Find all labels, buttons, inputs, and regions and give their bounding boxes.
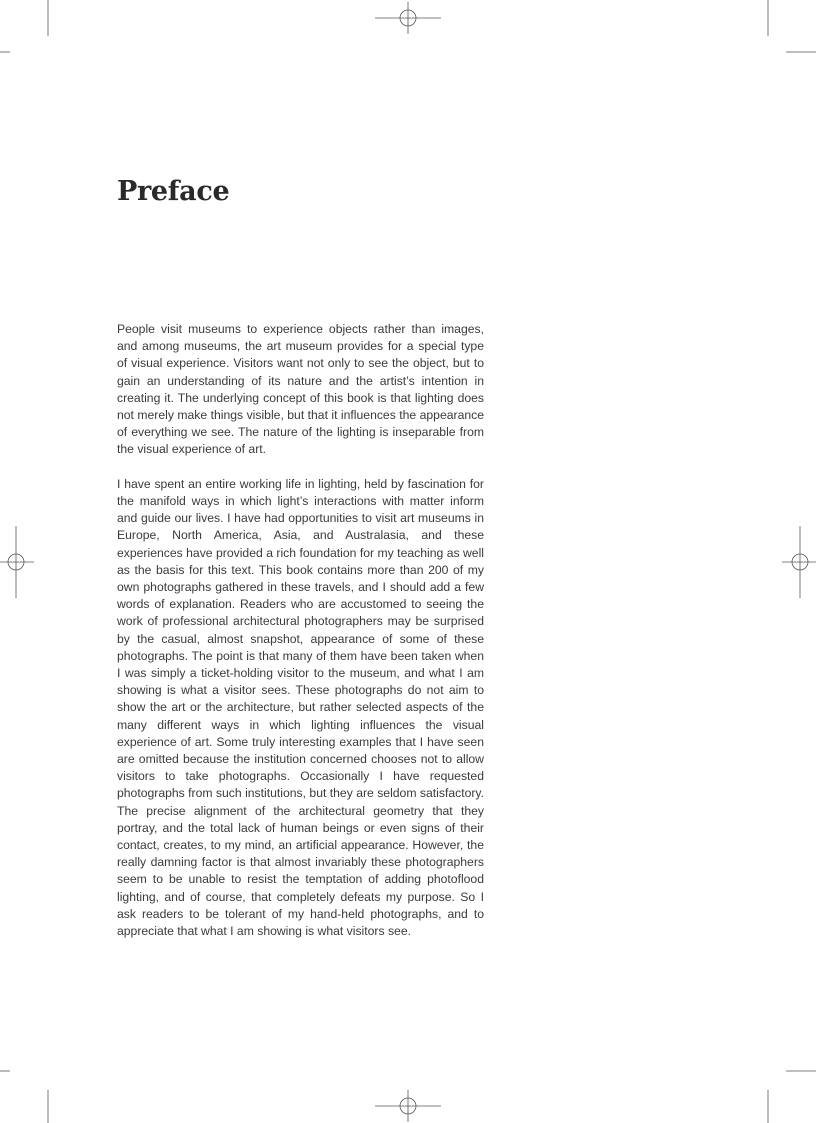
registration-mark-left (0, 526, 34, 598)
registration-mark-top (375, 2, 441, 34)
registration-mark-right (782, 526, 816, 598)
paragraph-2: I have spent an entire working life in lighting, held by fascination for the manifold ways in which light’s interactions with matter inform and guide our lives. I have had opportunities to visit art museums in Europe, North America, Asia, and Australasia, and these experiences have provided a rich foundation for my teaching as well as the basis for this text. This book contains more than 200 of my own photographs gathered in these travels, and I should add a few words of explanation. Readers who are accustomed to seeing the work of professional architectural photographers may be surprised by the casual, almost snapshot, appearance of some of these photographs. The point is that many of them have been taken when I was simply a ticket-holding visitor to the museum, and what I am showing is what a visitor sees. These photographs do not aim to show the art or the architecture, but rather selected aspects of the many different ways in which lighting influences the visual experience of art. Some truly interesting examples that I have seen are omitted because the institution concerned chooses not to allow visitors to take photographs. Occasionally I have requested photographs from such institutions, but they are seldom satisfactory. The precise alignment of the architectural geometry that they portray, and the total lack of human beings or even signs of their contact, creates, to my mind, an artificial appearance. However, the really damning factor is that almost invariably these photographers seem to be unable to resist the temptation of adding photoflood lighting, and of course, that completely defeats my purpose. So I ask readers to be tolerant of my hand-held photographs, and to appreciate that what I am showing is what visitors see. (117, 476, 484, 939)
preface-body (117, 321, 484, 940)
paragraph-1: People visit museums to experience objects rather than images, and among museums, the art museum provides for a special type of visual experience. Visitors want not only to see the object, but to gain an understanding of its nature and the artist’s intention in creating it. The underlying concept of this book is that lighting does not merely make things visible, but that it influences the appearance of everything we see. The nature of the lighting is inseparable from the visual experience of art. (117, 322, 484, 457)
registration-mark-bottom (375, 1090, 441, 1122)
page-title: Preface (117, 176, 230, 207)
